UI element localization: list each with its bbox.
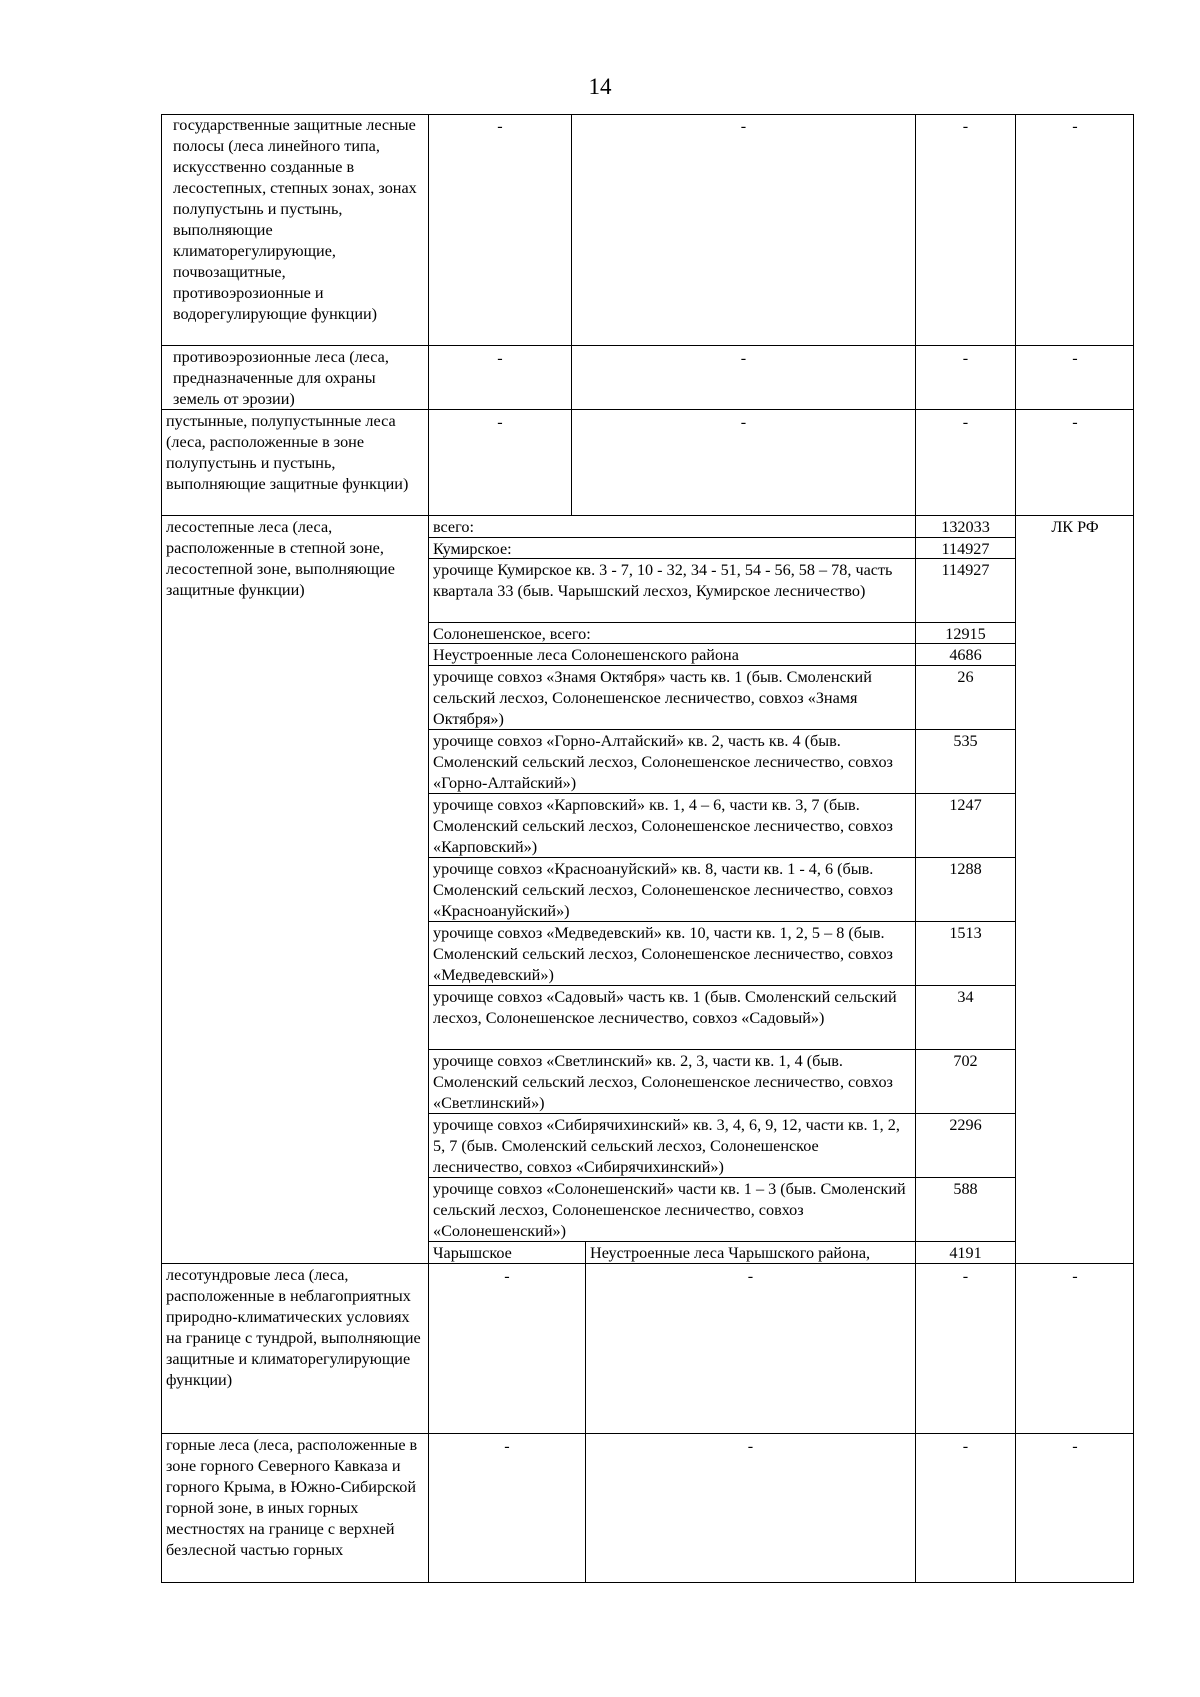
row-divider <box>161 515 1134 516</box>
empty-dash: - <box>740 117 747 135</box>
subrow-divider <box>428 985 1015 986</box>
column-divider <box>428 114 429 1582</box>
forest-item-area: 1288 <box>949 860 982 878</box>
column-divider <box>915 114 916 1582</box>
empty-dash: - <box>497 413 503 431</box>
forest-item-name: урочище совхоз «Медведевский» кв. 10, части кв. 1, 2, 5 – 8 (быв. Смоленский сельский лесхоз, Солонешенское лесничество, совхоз «Медведевский») <box>433 924 893 984</box>
subrow-divider <box>428 643 1015 644</box>
empty-dash: - <box>497 117 503 135</box>
subrow-divider <box>428 558 1015 559</box>
empty-dash: - <box>740 349 747 367</box>
category-cell: лесостепные леса (леса, расположенные в степной зоне, лесостепной зоне, выполняющие защитные функции) <box>166 518 395 599</box>
subrow-divider <box>428 1049 1015 1050</box>
page-number: 14 <box>588 74 612 99</box>
empty-dash: - <box>962 1437 969 1455</box>
forest-item-name: Солонешенское, всего: <box>433 625 591 643</box>
forest-item-area: 34 <box>957 988 974 1006</box>
column-divider <box>1015 114 1016 1582</box>
subrow-divider <box>428 857 1015 858</box>
forest-table <box>161 114 1134 1582</box>
forest-item-name: урочище совхоз «Горно-Алтайский» кв. 2, часть кв. 4 (быв. Смоленский сельский лесхоз, Солонешенское лесничество, совхоз «Горно-Алтайский») <box>433 732 893 792</box>
forest-item-area: 4191 <box>949 1244 982 1262</box>
column-divider <box>585 1242 586 1582</box>
subrow-divider <box>428 1113 1015 1114</box>
table-border <box>161 114 1134 115</box>
empty-dash: - <box>962 413 969 431</box>
forest-item-area: 1513 <box>949 924 982 942</box>
empty-dash: - <box>1072 349 1078 367</box>
table-border <box>161 1582 1134 1583</box>
district-name: Чарышское <box>433 1244 512 1262</box>
column-divider <box>571 114 572 516</box>
category-cell: противоэрозионные леса (леса, предназначенные для охраны земель от эрозии) <box>173 348 389 408</box>
subrow-divider <box>428 665 1015 666</box>
forest-item-area: 12915 <box>945 625 986 643</box>
forest-item-name: урочище совхоз «Красноануйский» кв. 8, части кв. 1 - 4, 6 (быв. Смоленский сельский лесхоз, Солонешенское лесничество, совхоз «Красноануйский») <box>433 860 893 920</box>
empty-dash: - <box>740 413 747 431</box>
table-border <box>1133 114 1134 1582</box>
forest-item-name: всего: <box>433 518 474 536</box>
category-cell: горные леса (леса, расположенные в зоне горного Северного Кавказа и горного Крыма, в Южно-Сибирской горной зоне, в иных горных местностях на границе с верхней безлесной частью горных <box>166 1436 418 1559</box>
empty-dash: - <box>747 1437 754 1455</box>
empty-dash: - <box>962 349 969 367</box>
category-cell: лесотундровые леса (леса, расположенные в неблагоприятных природно-климатических условиях на границе с тундрой, выполняющие защитные и климаторегулирующие функции) <box>166 1266 421 1389</box>
row-divider <box>161 1433 1134 1434</box>
empty-dash: - <box>962 1267 969 1285</box>
empty-dash: - <box>504 1267 510 1285</box>
subrow-divider <box>428 1177 1015 1178</box>
forest-item-name: урочище совхоз «Карповский» кв. 1, 4 – 6, части кв. 3, 7 (быв. Смоленский сельский лесхоз, Солонешенское лесничество, совхоз «Карповский») <box>433 796 893 856</box>
row-divider <box>161 345 1134 346</box>
forest-item-area: 702 <box>953 1052 978 1070</box>
forest-item-name: урочище совхоз «Сибирячихинский» кв. 3, 4, 6, 9, 12, части кв. 1, 2, 5, 7 (быв. Смоленский сельский лесхоз, Солонешенское лесничество, совхоз «Сибирячихинский») <box>433 1116 900 1176</box>
empty-dash: - <box>1072 413 1078 431</box>
row-divider <box>161 1263 1134 1264</box>
empty-dash: - <box>962 117 969 135</box>
subrow-divider <box>428 729 1015 730</box>
subrow-divider <box>428 537 1015 538</box>
legal-basis: ЛК РФ <box>1051 518 1099 536</box>
empty-dash: - <box>1072 117 1078 135</box>
forest-item-name: урочище совхоз «Солонешенский» части кв. 1 – 3 (быв. Смоленский сельский лесхоз, Солонешенское лесничество, совхоз «Солонешенский») <box>433 1180 906 1240</box>
empty-dash: - <box>497 349 503 367</box>
forest-item-area: 114927 <box>941 540 990 558</box>
forest-item-area: 1247 <box>949 796 982 814</box>
subrow-divider <box>428 622 1015 623</box>
forest-item-area: 26 <box>957 668 974 686</box>
forest-item-name: Неустроенные леса Солонешенского района <box>433 646 739 664</box>
empty-dash: - <box>747 1267 754 1285</box>
category-cell: государственные защитные лесные полосы (леса линейного типа, искусственно созданные в лесостепных, степных зонах, зонах полупустынь и пустынь, выполняющие климаторегулирующие, почвозащитные, противоэрозионные и водорегулирующие функции) <box>173 116 417 323</box>
subrow-divider <box>428 793 1015 794</box>
empty-dash: - <box>1072 1267 1078 1285</box>
forest-item-area: 4686 <box>949 646 982 664</box>
subrow-divider <box>428 921 1015 922</box>
table-border <box>161 114 162 1582</box>
empty-dash: - <box>1072 1437 1078 1455</box>
forest-item-name: урочище Кумирское кв. 3 - 7, 10 - 32, 34 - 51, 54 - 56, 58 – 78, часть квартала 33 (быв. Чарышский лесхоз, Кумирское лесничество) <box>433 561 893 600</box>
forest-item-area: 588 <box>953 1180 978 1198</box>
forest-item-name: урочище совхоз «Садовый» часть кв. 1 (быв. Смоленский сельский лесхоз, Солонешенское лесничество, совхоз «Садовый») <box>433 988 897 1027</box>
forest-item-area: 535 <box>953 732 978 750</box>
forest-item-area: 132033 <box>941 518 990 536</box>
forest-item-area: 2296 <box>949 1116 982 1134</box>
forest-item-name: урочище совхоз «Светлинский» кв. 2, 3, части кв. 1, 4 (быв. Смоленский сельский лесхоз, Солонешенское лесничество, совхоз «Светлинский») <box>433 1052 893 1112</box>
forest-item-area: 114927 <box>941 561 990 579</box>
empty-dash: - <box>504 1437 510 1455</box>
forest-item-name: Неустроенные леса Чарышского района, <box>590 1244 871 1262</box>
subrow-divider <box>428 1241 1015 1242</box>
category-cell: пустынные, полупустынные леса (леса, расположенные в зоне полупустынь и пустынь, выполняющие защитные функции) <box>166 412 409 493</box>
forest-item-name: Кумирское: <box>433 540 512 558</box>
row-divider <box>161 409 1134 410</box>
forest-item-name: урочище совхоз «Знамя Октября» часть кв. 1 (быв. Смоленский сельский лесхоз, Солонешенское лесничество, совхоз «Знамя Октября») <box>433 668 872 728</box>
